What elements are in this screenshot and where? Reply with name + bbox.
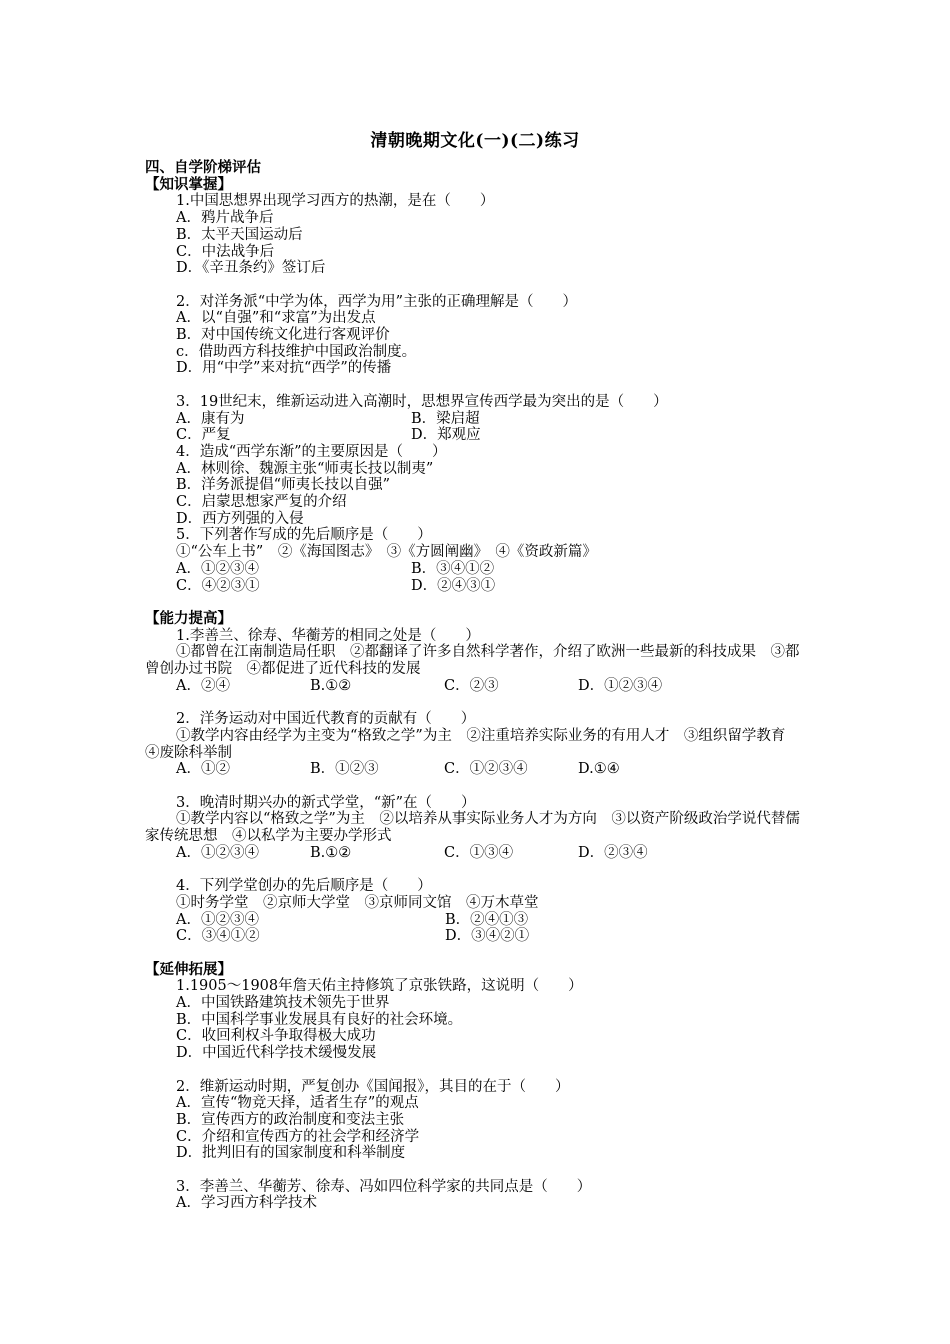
option: A．康有为: [176, 410, 245, 427]
option: B．洋务派提倡“师夷长技以自强”: [176, 477, 390, 494]
question-stem: 3．李善兰、华蘅芳、徐寿、冯如四位科学家的共同点是（ ）: [176, 1178, 592, 1195]
question-stem: 2．对洋务派“中学为体，西学为用”主张的正确理解是（ ）: [176, 293, 578, 310]
exercise-content: [145, 160, 810, 1212]
option: C．③④①②: [176, 928, 260, 945]
question-stem: 3．晚清时期兴办的新式学堂，“新”在（ ）: [176, 794, 476, 811]
option: B．②④①③: [445, 911, 529, 928]
option: A．鸦片战争后: [176, 210, 274, 227]
option: D．郑观应: [411, 427, 481, 444]
option: B.①②: [310, 844, 352, 861]
option: C．严复: [176, 427, 231, 444]
option: A．学习西方科学技术: [176, 1195, 317, 1212]
option-row: [145, 912, 810, 929]
option-row: [145, 761, 810, 778]
option: A．以“自强”和“求富”为出发点: [176, 310, 376, 327]
option: B．③④①②: [411, 560, 495, 577]
option-row: [145, 578, 810, 595]
section-heading: 四、自学阶梯评估: [145, 159, 261, 176]
option: C．收回利权斗争取得极大成功: [176, 1028, 376, 1045]
option-row: [145, 411, 810, 428]
option: C．①③④: [444, 844, 514, 861]
question-stem: 1.李善兰、徐寿、华蘅芳的相同之处是（ ）: [176, 627, 480, 644]
question-items: ①教学内容以“格致之学”为主 ②以培养从事实际业务人才为方向 ③以资产阶级政治学说代替儒家传统思想 ④以私学为主要办学形式: [145, 811, 800, 845]
option: C．介绍和宣传西方的社会学和经济学: [176, 1128, 420, 1145]
option: B．太平天国运动后: [176, 226, 303, 243]
option: c．借助西方科技维护中国政治制度。: [176, 343, 417, 360]
option: B．宣传西方的政治制度和变法主张: [176, 1111, 405, 1128]
option: D.①④: [578, 761, 620, 778]
option-row: [145, 561, 810, 578]
option-row: [145, 928, 810, 945]
option-row: [145, 678, 810, 695]
option: C．中法战争后: [176, 243, 275, 260]
option: A．林则徐、魏源主张“师夷长技以制夷”: [176, 460, 434, 477]
option: D．批判旧有的国家制度和科举制度: [176, 1145, 406, 1162]
option: B.①②: [310, 677, 352, 694]
question-stem: 1.中国思想界出现学习西方的热潮，是在（ ）: [176, 193, 495, 210]
question-items: ①“公车上书” ②《海国图志》 ③《方圆阐幽》 ④《资政新篇》: [176, 544, 597, 561]
question-stem: 5．下列著作写成的先后顺序是（ ）: [176, 527, 432, 544]
option: A．①②③④: [176, 560, 259, 577]
option: C．②③: [444, 677, 499, 694]
question-items: ①教学内容由经学为主变为“格致之学”为主 ②注重培养实际业务的有用人才 ③组织留学教育 ④废除科举制: [145, 727, 800, 761]
option: A．宣传“物竞天择，适者生存”的观点: [176, 1095, 419, 1112]
option: D．中国近代科学技术缓慢发展: [176, 1045, 377, 1062]
option: A．①②: [176, 761, 230, 778]
knowledge-label: 【知识掌握】: [145, 175, 232, 193]
option: D．用“中学”来对抗“西学”的传播: [176, 360, 392, 377]
question-stem: 1.1905～1908年詹天佑主持修筑了京张铁路，这说明（ ）: [176, 978, 583, 995]
option: D．②④③①: [411, 577, 496, 594]
question-stem: 2．洋务运动对中国近代教育的贡献有（ ）: [176, 711, 476, 728]
option: D．③④②①: [445, 928, 530, 945]
option: D．《辛丑条约》签订后: [176, 260, 326, 277]
ability-label: 【能力提高】: [145, 609, 232, 627]
option: B．中国科学事业发展具有良好的社会环境。: [176, 1011, 463, 1028]
option-row: [145, 845, 810, 862]
question-stem: 2．维新运动时期，严复创办《国闻报》，其目的在于（ ）: [176, 1078, 570, 1095]
option: D．①②③④: [578, 677, 663, 694]
option: B．①②③: [310, 761, 379, 778]
option: C．①②③④: [444, 761, 528, 778]
option: A．②④: [176, 677, 230, 694]
option: B．梁启超: [411, 410, 480, 427]
option: C．启蒙思想家严复的介绍: [176, 494, 347, 511]
question-items: ①时务学堂 ②京师大学堂 ③京师同文馆 ④万木草堂: [176, 894, 539, 911]
option: C．④②③①: [176, 577, 260, 594]
question-stem: 4．下列学堂创办的先后顺序是（ ）: [176, 878, 432, 895]
option: B．对中国传统文化进行客观评价: [176, 327, 390, 344]
question-items: ①都曾在江南制造局任职 ②都翻译了许多自然科学著作，介绍了欧洲一些最新的科技成果 ③都曾创办过书院 ④都促进了近代科技的发展: [145, 644, 800, 678]
option: A．①②③④: [176, 911, 259, 928]
option: D．西方列强的入侵: [176, 510, 304, 527]
extension-label: 【延伸拓展】: [145, 960, 232, 978]
option: D．②③④: [578, 844, 648, 861]
question-stem: 3．19世纪末，维新运动进入高潮时，思想界宣传西学最为突出的是（ ）: [176, 393, 668, 410]
question-stem: 4．造成“西学东渐”的主要原因是（ ）: [176, 443, 447, 460]
option: A．中国铁路建筑技术领先于世界: [176, 995, 390, 1012]
page-title: 清朝晚期文化(一)(二)练习: [370, 131, 580, 151]
option-row: [145, 427, 810, 444]
option: A．①②③④: [176, 844, 259, 861]
